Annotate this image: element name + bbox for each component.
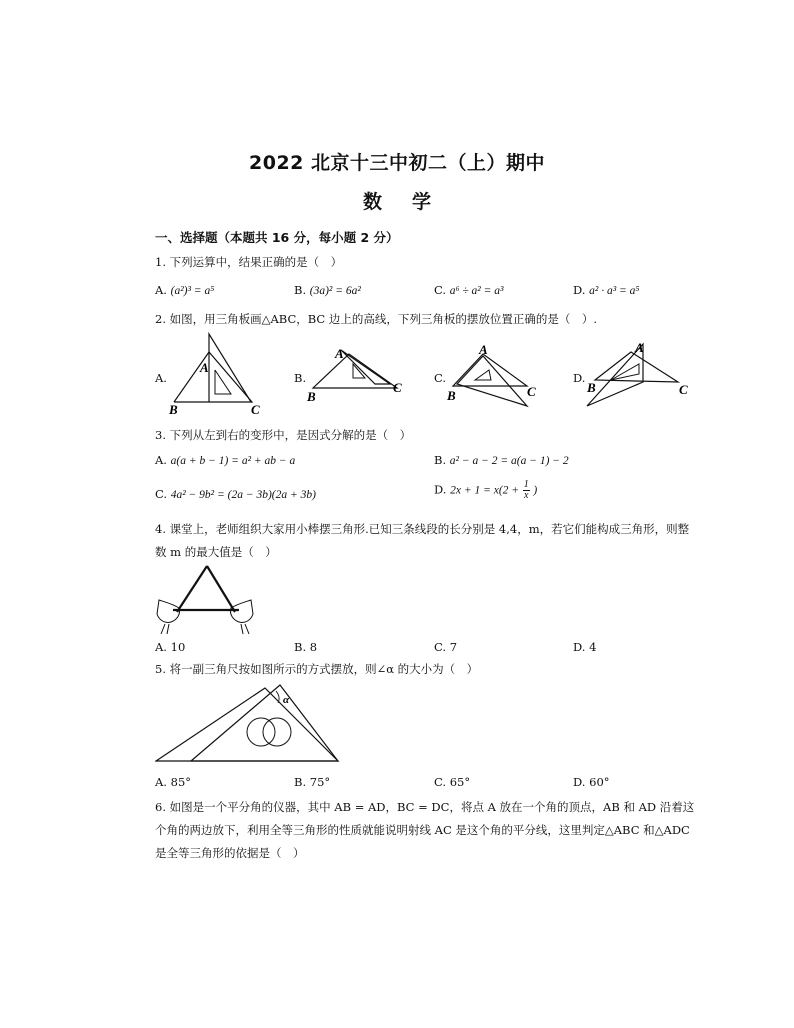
q5-option-d[interactable] xyxy=(573,775,610,789)
q1-option-d[interactable] xyxy=(573,283,639,297)
q4-option-b[interactable] xyxy=(294,640,317,654)
q4-sticks-hands-figure xyxy=(155,560,255,636)
q4-option-d[interactable] xyxy=(573,640,596,654)
option-expression-end: ) xyxy=(533,484,538,497)
question-2-stem: 2. 如图，用三角板画△ABC，BC 边上的高线，下列三角板的摆放位置正确的是（ ）. xyxy=(155,312,598,326)
option-expression: a(a + b − 1) = a² + ab − a xyxy=(170,455,296,467)
option-label: D. xyxy=(573,283,586,297)
fraction-denominator: x xyxy=(524,490,529,501)
q2-option-a-label[interactable]: A. xyxy=(155,371,167,385)
option-value: 8 xyxy=(309,640,318,654)
vertex-a-label: A xyxy=(200,360,209,375)
q3-option-b[interactable] xyxy=(434,453,569,467)
fraction xyxy=(523,480,530,501)
option-label: C. xyxy=(434,640,447,654)
question-5-stem: 5. 将一副三角尺按如图所示的方式摆放，则∠α 的大小为（ ） xyxy=(155,662,479,676)
option-value: 7 xyxy=(449,640,458,654)
vertex-a-label: A xyxy=(635,340,644,355)
option-value: 85° xyxy=(170,775,192,789)
option-value: 75° xyxy=(309,775,331,789)
question-4-stem-line1: 4. 课堂上，老师组织大家用小棒摆三角形.已知三条线段的长分别是 4,4，m，若它们能构成三角形，则整 xyxy=(155,522,690,536)
q5-option-c[interactable] xyxy=(434,775,470,789)
vertex-b-label: B xyxy=(307,389,316,404)
q1-option-c[interactable] xyxy=(434,283,503,297)
option-label: A. xyxy=(155,640,167,654)
vertex-b-label: B xyxy=(169,402,178,416)
option-label: A. xyxy=(155,283,167,297)
angle-alpha-label: α xyxy=(283,694,290,706)
option-expression: a⁶ ÷ a² = a³ xyxy=(449,285,504,297)
vertex-c-label: C xyxy=(393,380,402,395)
q5-option-a[interactable] xyxy=(155,775,191,789)
option-label: A. xyxy=(155,453,167,467)
q2-option-d-label[interactable]: D. xyxy=(573,371,586,385)
section-heading: 一、选择题（本题共 16 分，每小题 2 分） xyxy=(155,230,399,245)
option-label: D. xyxy=(434,482,447,497)
option-expression: (3a)² = 6a² xyxy=(309,285,361,297)
option-expression: 4a² − 9b² = (2a − 3b)(2a + 3b) xyxy=(170,489,316,501)
q5-set-squares-figure xyxy=(155,683,340,765)
option-label: A. xyxy=(155,775,167,789)
q4-option-c[interactable] xyxy=(434,640,457,654)
q1-option-b[interactable] xyxy=(294,283,361,297)
question-6-line2: 个角的两边放下，利用全等三角形的性质就能说明射线 AC 是这个角的平分线，这里判定△ABC 和△ADC xyxy=(155,823,690,837)
q2-figure-c xyxy=(445,342,555,410)
option-expression: a² · a³ = a⁵ xyxy=(589,285,640,297)
exam-title: 2022 北京十三中初二（上）期中 xyxy=(249,152,545,174)
q2-figure-a xyxy=(165,330,275,416)
option-label: D. xyxy=(573,640,586,654)
option-label: C. xyxy=(155,487,168,501)
q3-option-d[interactable] xyxy=(434,480,537,501)
q3-option-a[interactable] xyxy=(155,453,295,467)
vertex-b-label: B xyxy=(447,388,456,403)
option-label: C. xyxy=(434,283,447,297)
q4-option-a[interactable] xyxy=(155,640,185,654)
option-label: B. xyxy=(294,640,307,654)
option-expression: (a²)³ = a⁵ xyxy=(170,285,215,297)
q2-figure-d xyxy=(583,340,698,410)
option-value: 60° xyxy=(589,775,610,789)
q1-option-a[interactable] xyxy=(155,283,214,297)
fraction-numerator: 1 xyxy=(523,479,529,490)
vertex-c-label: C xyxy=(251,402,260,416)
option-label: B. xyxy=(294,283,307,297)
option-value: 4 xyxy=(589,640,597,654)
vertex-b-label: B xyxy=(587,380,596,395)
q5-option-b[interactable] xyxy=(294,775,330,789)
q3-option-c[interactable] xyxy=(155,487,316,501)
option-value: 65° xyxy=(449,775,471,789)
vertex-a-label: A xyxy=(479,342,488,357)
option-label: D. xyxy=(573,775,586,789)
q2-option-c-label[interactable]: C. xyxy=(434,371,447,385)
option-value: 10 xyxy=(170,640,186,654)
vertex-c-label: C xyxy=(679,382,688,397)
option-expression: 2x + 1 = x(2 + xyxy=(450,484,520,497)
question-4-stem-line2: 数 m 的最大值是（ ） xyxy=(155,545,277,559)
q2-option-b-label[interactable]: B. xyxy=(294,371,307,385)
option-label: B. xyxy=(434,453,447,467)
question-6-line1: 6. 如图是一个平分角的仪器，其中 AB = AD，BC = DC，将点 A 放在一个角的顶点，AB 和 AD 沿着这 xyxy=(155,800,695,814)
option-label: B. xyxy=(294,775,307,789)
option-label: C. xyxy=(434,775,447,789)
vertex-a-label: A xyxy=(335,346,344,361)
vertex-c-label: C xyxy=(527,384,536,399)
subject-title: 数学 xyxy=(362,191,461,213)
option-expression: a² − a − 2 = a(a − 1) − 2 xyxy=(449,455,569,467)
question-6-line3: 是全等三角形的依据是（ ） xyxy=(155,846,305,860)
question-1-stem: 1. 下列运算中，结果正确的是（ ） xyxy=(155,255,343,269)
q2-figure-b xyxy=(305,342,415,407)
question-3-stem: 3. 下列从左到右的变形中，是因式分解的是（ ） xyxy=(155,428,412,442)
